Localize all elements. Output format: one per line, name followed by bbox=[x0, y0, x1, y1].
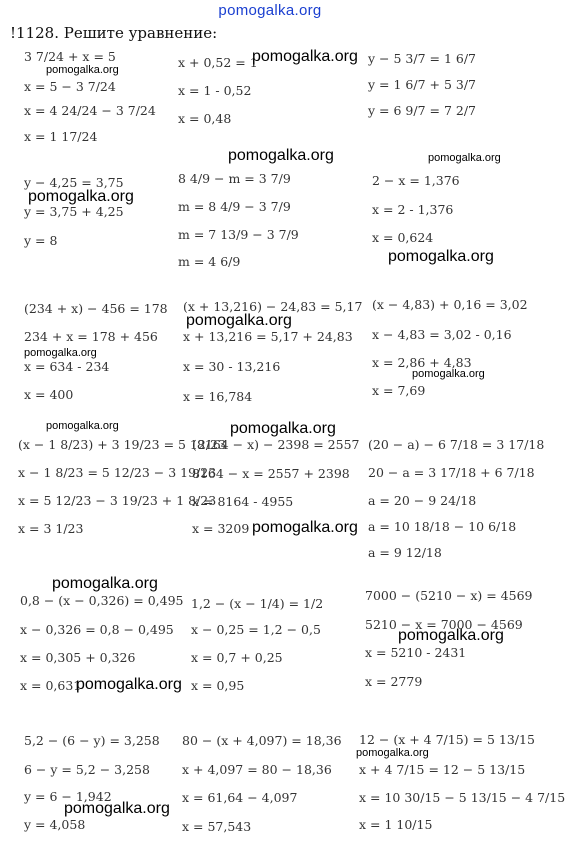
watermark: pomogalka.org bbox=[46, 64, 119, 76]
equation-line: x = 7,69 bbox=[372, 383, 426, 398]
watermark: pomogalka.org bbox=[428, 152, 501, 164]
equation-line: x = 5 12/23 − 3 19/23 + 1 8/23 bbox=[18, 493, 217, 508]
equation-line: x = 61,64 − 4,097 bbox=[182, 790, 298, 805]
watermark: pomogalka.org bbox=[228, 147, 334, 164]
watermark: pomogalka.org bbox=[398, 627, 504, 644]
watermark: pomogalka.org bbox=[186, 312, 292, 329]
equation-line: x = 2 - 1,376 bbox=[372, 202, 454, 217]
equation-line: x + 4,097 = 80 − 18,36 bbox=[182, 762, 332, 777]
equation-line: y − 4,25 = 3,75 bbox=[24, 175, 124, 190]
equation-line: (20 − a) − 6 7/18 = 3 17/18 bbox=[368, 437, 545, 452]
equation-line: x = 3209 bbox=[192, 521, 250, 536]
equation-line: 5210 − x = 7000 − 4569 bbox=[365, 617, 523, 632]
equation-line: x = 5 − 3 7/24 bbox=[24, 79, 116, 94]
watermark: pomogalka.org bbox=[412, 368, 485, 380]
equation-line: m = 4 6/9 bbox=[178, 254, 241, 269]
watermark: pomogalka.org bbox=[64, 800, 170, 817]
equation-line: x = 0,631 bbox=[20, 678, 82, 693]
equation-line: x = 1 10/15 bbox=[359, 817, 433, 832]
equation-line: y = 4,058 bbox=[24, 817, 86, 832]
equation-line: x = 0,95 bbox=[191, 678, 245, 693]
equation-line: x = 400 bbox=[24, 387, 74, 402]
watermark: pomogalka.org bbox=[28, 188, 134, 205]
equation-line: (8164 − x) − 2398 = 2557 bbox=[192, 437, 360, 452]
equation-line: x + 0,52 = 1 bbox=[178, 55, 258, 70]
equation-line: x − 0,25 = 1,2 − 0,5 bbox=[191, 622, 321, 637]
equation-line: x = 10 30/15 − 5 13/15 − 4 7/15 bbox=[359, 790, 565, 805]
equation-line: x = 0,624 bbox=[372, 230, 434, 245]
equation-line: 3 7/24 + x = 5 bbox=[24, 49, 116, 64]
equation-line: x = 1 17/24 bbox=[24, 129, 98, 144]
equation-line: x = 4 24/24 − 3 7/24 bbox=[24, 103, 156, 118]
equation-line: (x − 4,83) + 0,16 = 3,02 bbox=[372, 297, 528, 312]
equation-line: 8 4/9 − m = 3 7/9 bbox=[178, 171, 291, 186]
equation-line: 2 − x = 1,376 bbox=[372, 173, 460, 188]
equation-line: a = 10 18/18 − 10 6/18 bbox=[368, 519, 517, 534]
equation-line: x = 57,543 bbox=[182, 819, 252, 834]
equation-line: y = 6 − 1,942 bbox=[24, 789, 112, 804]
equation-line: x = 3 1/23 bbox=[18, 521, 84, 536]
equation-line: x = 2,86 + 4,83 bbox=[372, 355, 472, 370]
equation-line: m = 8 4/9 − 3 7/9 bbox=[178, 199, 291, 214]
equation-line: 6 − y = 5,2 − 3,258 bbox=[24, 762, 150, 777]
equation-line: x + 13,216 = 5,17 + 24,83 bbox=[183, 329, 353, 344]
equation-line: x = 634 - 234 bbox=[24, 359, 110, 374]
equation-line: 80 − (x + 4,097) = 18,36 bbox=[182, 733, 342, 748]
equation-line: x = 0,48 bbox=[178, 111, 232, 126]
equation-line: x = 5210 - 2431 bbox=[365, 645, 467, 660]
equation-line: (234 + x) − 456 = 178 bbox=[24, 301, 168, 316]
equation-line: x − 4,83 = 3,02 - 0,16 bbox=[372, 327, 512, 342]
equation-line: y = 3,75 + 4,25 bbox=[24, 204, 124, 219]
equation-line: y − 5 3/7 = 1 6/7 bbox=[368, 51, 476, 66]
equation-line: m = 7 13/9 − 3 7/9 bbox=[178, 227, 299, 242]
equation-line: 20 − a = 3 17/18 + 6 7/18 bbox=[368, 465, 535, 480]
site-header-logo[interactable]: pomogalka.org bbox=[218, 2, 322, 19]
watermark: pomogalka.org bbox=[46, 420, 119, 432]
watermark: pomogalka.org bbox=[230, 420, 336, 437]
watermark: pomogalka.org bbox=[252, 48, 358, 65]
equation-line: x = 2779 bbox=[365, 674, 423, 689]
watermark: pomogalka.org bbox=[52, 575, 158, 592]
equation-line: y = 1 6/7 + 5 3/7 bbox=[368, 77, 476, 92]
equation-line: x − 1 8/23 = 5 12/23 − 3 19/23 bbox=[18, 465, 217, 480]
watermark: pomogalka.org bbox=[24, 347, 97, 359]
watermark: pomogalka.org bbox=[388, 248, 494, 265]
equation-line: x = 0,7 + 0,25 bbox=[191, 650, 283, 665]
equation-line: 234 + x = 178 + 456 bbox=[24, 329, 158, 344]
watermark: pomogalka.org bbox=[252, 519, 358, 536]
equation-line: x = 16,784 bbox=[183, 389, 253, 404]
equation-line: 0,8 − (x − 0,326) = 0,495 bbox=[20, 593, 184, 608]
equation-line: x = 1 - 0,52 bbox=[178, 83, 252, 98]
equation-line: 5,2 − (6 − y) = 3,258 bbox=[24, 733, 160, 748]
equation-line: y = 8 bbox=[24, 233, 58, 248]
equation-line: 1,2 − (x − 1/4) = 1/2 bbox=[191, 596, 324, 611]
watermark: pomogalka.org bbox=[76, 676, 182, 693]
watermark: pomogalka.org bbox=[356, 747, 429, 759]
equation-line: x + 4 7/15 = 12 − 5 13/15 bbox=[359, 762, 526, 777]
equation-line: x = 0,305 + 0,326 bbox=[20, 650, 136, 665]
equation-line: x = 30 - 13,216 bbox=[183, 359, 281, 374]
equation-line: 12 − (x + 4 7/15) = 5 13/15 bbox=[359, 732, 535, 747]
equation-line: (x − 1 8/23) + 3 19/23 = 5 12/23 bbox=[18, 437, 226, 452]
equation-line: 8164 − x = 2557 + 2398 bbox=[192, 466, 350, 481]
equation-line: a = 20 − 9 24/18 bbox=[368, 493, 477, 508]
equation-line: x = 8164 - 4955 bbox=[192, 494, 294, 509]
equation-line: a = 9 12/18 bbox=[368, 545, 442, 560]
equation-line: x − 0,326 = 0,8 − 0,495 bbox=[20, 622, 174, 637]
problem-title: !1128. Решите уравнение: bbox=[10, 24, 218, 42]
equation-line: y = 6 9/7 = 7 2/7 bbox=[368, 103, 476, 118]
equation-line: (x + 13,216) − 24,83 = 5,17 bbox=[183, 299, 363, 314]
equation-line: 7000 − (5210 − x) = 4569 bbox=[365, 588, 533, 603]
